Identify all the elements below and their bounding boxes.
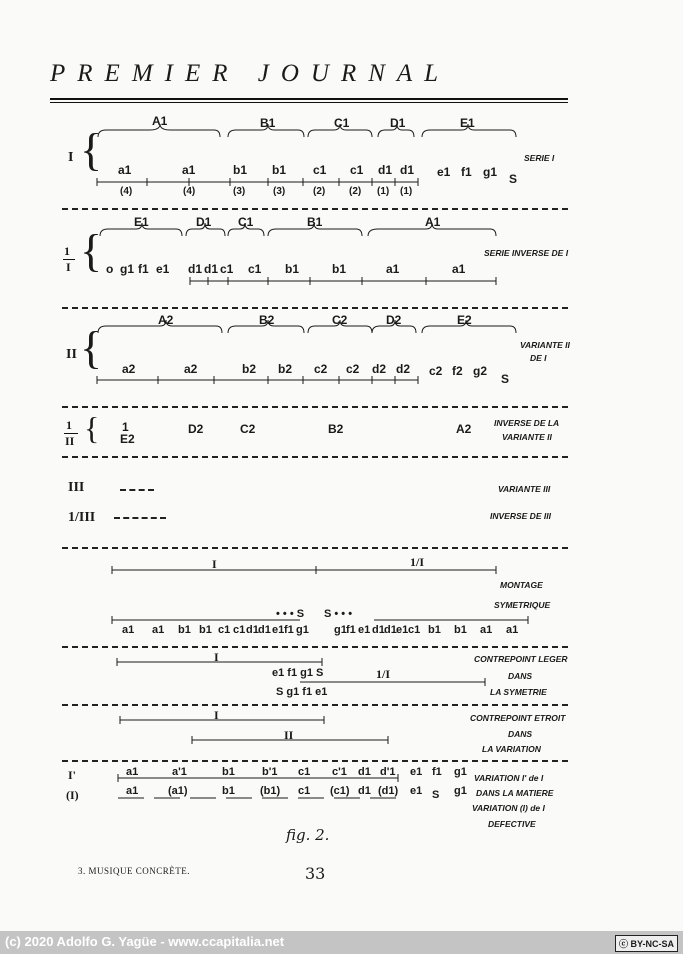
s7-note: b1 (428, 624, 441, 636)
section-4-num: 1 (66, 418, 72, 432)
license-badge[interactable] (615, 935, 678, 952)
divider (62, 646, 568, 648)
section-2-den: I (66, 260, 71, 274)
s1-note: a1 (118, 163, 132, 177)
s1-group-c: C1 (334, 116, 350, 130)
s1-note: b1 (272, 163, 287, 177)
s2-note: a1 (386, 262, 400, 276)
s3-right-1: VARIANTE II (520, 340, 570, 350)
s10-r2: (a1) (168, 785, 188, 797)
divider (62, 456, 568, 458)
s1-group-e: E1 (460, 116, 475, 130)
s1-note: a1 (182, 163, 196, 177)
cc-icon: ⓒ (618, 939, 628, 949)
s10-r2: (c1) (330, 785, 350, 797)
s2-note: a1 (452, 262, 466, 276)
s8-right-1: CONTREPOINT LEGER (474, 654, 568, 664)
s3-note: a2 (184, 362, 198, 376)
s7-note: d1 (258, 624, 271, 636)
s4-group: D2 (188, 422, 204, 436)
s2-group: C1 (238, 215, 254, 229)
s4-group: 1 (122, 420, 129, 434)
figure-caption: fig. 2. (286, 826, 330, 844)
s2-group: E1 (134, 215, 149, 229)
divider (62, 704, 568, 706)
s3-group: D2 (386, 313, 402, 327)
s7-note: b1 (199, 624, 212, 636)
section-4-den: II (65, 434, 75, 448)
s3-note: b2 (242, 362, 257, 376)
s10-r2: (d1) (378, 785, 399, 797)
s8-seg-2: 1/I (376, 667, 391, 681)
s1-count: (1) (377, 186, 390, 197)
s3-note: f2 (452, 364, 463, 378)
s3-group: B2 (259, 313, 275, 327)
s9-right-3: LA VARIATION (482, 744, 541, 754)
s2-note: d1 (188, 262, 203, 276)
s4-group: B2 (328, 422, 344, 436)
s2-note: e1 (156, 262, 170, 276)
divider (62, 547, 568, 549)
s10-r2: d1 (358, 785, 371, 797)
s7-note: e1 (358, 624, 371, 636)
s10-r1: a'1 (172, 766, 187, 778)
s2-group: A1 (425, 215, 441, 229)
divider (62, 208, 568, 210)
s7-right-1: MONTAGE (500, 580, 543, 590)
s8-line-3: S g1 f1 e1 (276, 686, 328, 698)
s7-note: d1 (384, 624, 397, 636)
s10-r1: b1 (222, 766, 235, 778)
s10-r2: a1 (126, 785, 139, 797)
s8-right-2: DANS (508, 671, 533, 681)
s7-note: g1 (296, 624, 309, 636)
s1-count: (3) (233, 186, 246, 197)
s9-seg-1: I (214, 708, 219, 722)
license-text: BY-NC-SA (630, 939, 674, 949)
s10-r1: c1 (298, 766, 311, 778)
s3-note: a2 (122, 362, 136, 376)
s9-right-1: CONTREPOINT ETROIT (470, 713, 566, 723)
s1-count: (2) (349, 186, 362, 197)
s3-note: c2 (314, 362, 328, 376)
s4-right-1: INVERSE DE LA (494, 418, 560, 428)
s1-note: c1 (350, 163, 364, 177)
credit-text: (c) 2020 Adolfo G. Yagüe - www.ccapitalia.net (5, 934, 285, 949)
section-2-num: 1 (64, 244, 70, 258)
s1-group-b: B1 (260, 116, 276, 130)
s7-note: a1 (480, 624, 493, 636)
s4-group: C2 (240, 422, 256, 436)
s7-note: g1 (334, 624, 347, 636)
s7-note: f1 (346, 624, 356, 636)
s9-right-2: DANS (508, 729, 533, 739)
s2-note: c1 (248, 262, 262, 276)
s10-r2: (b1) (260, 785, 281, 797)
s5-dashes (120, 489, 154, 491)
s7-seg-2: 1/I (410, 555, 425, 569)
s1-note: b1 (233, 163, 248, 177)
credit-bar (0, 931, 683, 954)
s1-note: S (509, 172, 518, 186)
page-number: 33 (305, 864, 326, 883)
s8-line-2: e1 f1 g1 S (272, 667, 324, 679)
s1-count: (1) (400, 186, 413, 197)
s2-note: c1 (220, 262, 234, 276)
s7-note: c1 (233, 624, 246, 636)
section-1-label: I (68, 150, 74, 165)
s7-note: c1 (408, 624, 421, 636)
divider (62, 406, 568, 408)
s10-right-4: DEFECTIVE (488, 819, 536, 829)
s10-r1: a1 (126, 766, 139, 778)
s1-note: d1 (400, 163, 415, 177)
s4-group: E2 (120, 432, 135, 446)
s3-note: g2 (473, 364, 488, 378)
divider (62, 760, 568, 762)
s7-note: c1 (218, 624, 231, 636)
section-5-label: III (68, 480, 85, 495)
s1-count: (3) (273, 186, 286, 197)
s7-note: b1 (178, 624, 191, 636)
s7-note: a1 (506, 624, 519, 636)
s1-count: (2) (313, 186, 326, 197)
s3-note: c2 (429, 364, 443, 378)
s7-note: d1 (246, 624, 259, 636)
s10-right-2: DANS LA MATIERE (476, 788, 554, 798)
s10-r2: S (432, 789, 440, 801)
section-3-label: II (66, 347, 77, 362)
s1-count: (4) (120, 186, 133, 197)
s10-r1: b'1 (262, 766, 278, 778)
s6-right: INVERSE DE III (490, 511, 551, 521)
section-1-brace: { (80, 124, 103, 175)
divider (62, 307, 568, 309)
s7-right-2: SYMETRIQUE (494, 600, 551, 610)
s2-note: g1 (120, 262, 135, 276)
s3-note: c2 (346, 362, 360, 376)
s3-group: C2 (332, 313, 348, 327)
s10-r1: f1 (432, 766, 442, 778)
s3-note: S (501, 372, 510, 386)
s2-note: b1 (285, 262, 300, 276)
s10-r1: c'1 (332, 766, 347, 778)
s1-note: d1 (378, 163, 393, 177)
s10-r2: b1 (222, 785, 235, 797)
s10-right-1: VARIATION I' de I (474, 773, 544, 783)
s1-note: f1 (461, 165, 472, 179)
s3-note: d2 (372, 362, 387, 376)
s1-note: c1 (313, 163, 327, 177)
s3-right-2: DE I (530, 353, 547, 363)
journal-header: PREMIER JOURNAL (50, 60, 451, 87)
s10-r1: e1 (410, 766, 423, 778)
section-6-label: 1/III (68, 510, 96, 525)
s10-row-1-label: I' (68, 768, 77, 782)
s2-note: f1 (138, 262, 149, 276)
s7-note: a1 (152, 624, 165, 636)
s2-note: d1 (204, 262, 219, 276)
s9-seg-2: II (284, 728, 294, 742)
s4-right-2: VARIANTE II (502, 432, 552, 442)
s7-note: e1 (272, 624, 285, 636)
s3-note: b2 (278, 362, 293, 376)
section-3-brace: { (80, 322, 103, 373)
s5-right: VARIANTE III (498, 484, 551, 494)
s1-note: e1 (437, 165, 451, 179)
s10-r1: g1 (454, 766, 467, 778)
s7-note: e1 (396, 624, 409, 636)
s8-right-3: LA SYMETRIE (490, 687, 547, 697)
s1-group-d: D1 (390, 116, 406, 130)
s10-right-3: VARIATION (I) de I (472, 803, 545, 813)
s7-note: b1 (454, 624, 467, 636)
s7-seg-1: I (212, 557, 217, 571)
s1-group-a: A1 (152, 114, 168, 128)
s10-r2: e1 (410, 785, 423, 797)
s7-note: a1 (122, 624, 135, 636)
s4-group: A2 (456, 422, 472, 436)
s10-r1: d'1 (380, 766, 396, 778)
s7-note: f1 (284, 624, 294, 636)
s10-r2: g1 (454, 785, 467, 797)
s10-r2: c1 (298, 785, 311, 797)
s1-count: (4) (183, 186, 196, 197)
s2-group: B1 (307, 215, 323, 229)
s2-note: o (106, 262, 114, 276)
section-4-brace: { (84, 410, 100, 446)
s10-row-2-label: (I) (66, 788, 79, 802)
s10-r1: d1 (358, 766, 371, 778)
s3-group: E2 (457, 313, 472, 327)
s2-group: D1 (196, 215, 212, 229)
s7-note: d1 (372, 624, 385, 636)
s1-right-label: SERIE I (524, 153, 555, 163)
s7-dots: • • • S (276, 608, 305, 620)
s8-seg-1: I (214, 650, 219, 664)
s7-dots: S • • • (324, 608, 353, 620)
s2-right-label: SERIE INVERSE DE I (484, 248, 569, 258)
s3-note: d2 (396, 362, 411, 376)
footnote: 3. MUSIQUE CONCRÈTE. (78, 866, 191, 876)
s1-note: g1 (483, 165, 498, 179)
section-2-brace: { (80, 225, 103, 276)
s3-group: A2 (158, 313, 174, 327)
s6-dashes (114, 517, 166, 519)
s2-note: b1 (332, 262, 347, 276)
